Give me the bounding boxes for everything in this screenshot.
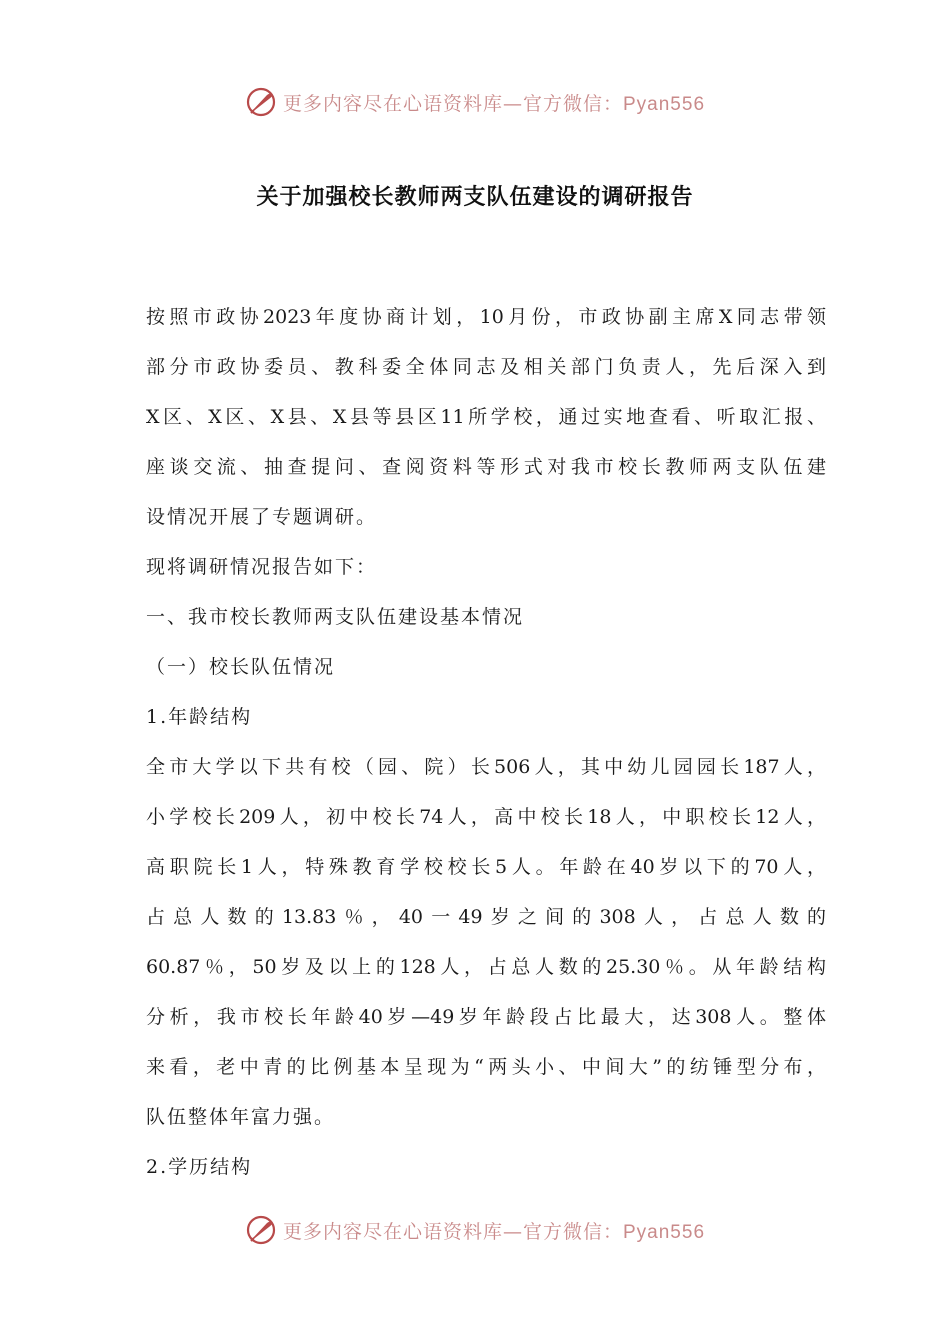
quill-pen-logo-icon: [245, 1214, 277, 1246]
header-watermark-banner: [0, 80, 950, 124]
paragraph-line: 设情况开展了专题调研。: [146, 506, 378, 528]
item-heading: 1.年龄结构: [146, 706, 253, 728]
quill-pen-logo-icon: [245, 86, 277, 118]
document-title: 关于加强校长教师两支队伍建设的调研报告: [256, 185, 694, 210]
wechat-id: Pyan556: [623, 93, 706, 115]
document-body: [146, 292, 826, 1192]
watermark-text: 更多内容尽在心语资料库—官方微信：Pyan556: [282, 92, 706, 115]
paragraph-line: 部分市政协委员、教科委全体同志及相关部门负责人，先后深入到: [146, 356, 826, 378]
paragraph-line: X区、X区、X县、X县等县区11所学校，通过实地查看、听取汇报、: [146, 406, 826, 428]
paragraph-line: 按照市政协2023年度协商计划，10月份，市政协副主席X同志带领: [146, 306, 826, 328]
paragraph-line: 高职院长1人，特殊教育学校校长5人。年龄在40岁以下的70人，: [146, 856, 826, 878]
footer-watermark-banner: [0, 1208, 950, 1252]
paragraph-line: 来看，老中青的比例基本呈现为“两头小、中间大”的纺锤型分布，: [146, 1056, 826, 1078]
paragraph-line: 座谈交流、抽查提问、查阅资料等形式对我市校长教师两支队伍建: [146, 456, 826, 478]
paragraph-line: 现将调研情况报告如下：: [146, 556, 378, 578]
paragraph-line: 小学校长209人，初中校长74人，高中校长18人，中职校长12人，: [146, 806, 826, 828]
paragraph-line: 60.87％，50岁及以上的128人，占总人数的25.30％。从年龄结构: [146, 956, 826, 978]
paragraph-line: 分析，我市校长年龄40岁—49岁年龄段占比最大，达308人。整体: [146, 1006, 826, 1028]
paragraph-line: 队伍整体年富力强。: [146, 1106, 336, 1128]
item-heading: 2.学历结构: [146, 1156, 253, 1178]
paragraph-line: 占总人数的13.83％，40一49岁之间的308人，占总人数的: [146, 906, 826, 928]
paragraph-line: 全市大学以下共有校（园、院）长506人，其中幼儿园园长187人，: [146, 756, 826, 778]
subsection-heading: （一）校长队伍情况: [146, 656, 336, 678]
wechat-id: Pyan556: [623, 1221, 706, 1243]
section-heading: 一、我市校长教师两支队伍建设基本情况: [146, 606, 525, 628]
watermark-text: 更多内容尽在心语资料库—官方微信：Pyan556: [282, 1220, 706, 1243]
